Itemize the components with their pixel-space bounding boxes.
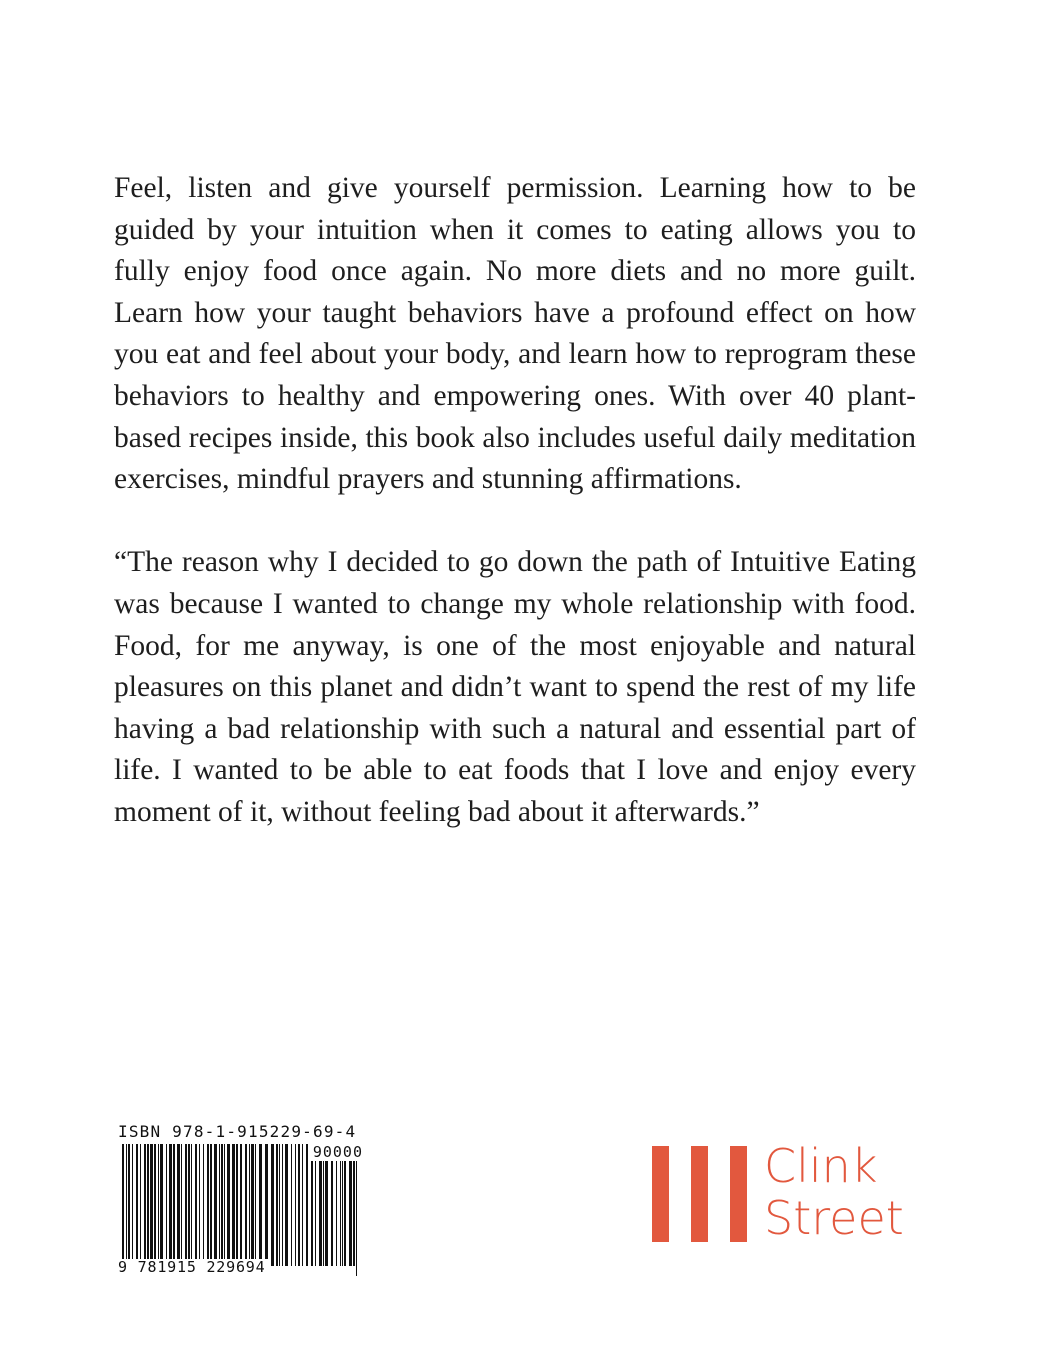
barcode-bar — [319, 1144, 322, 1266]
barcode-bar — [356, 1144, 357, 1276]
publisher-logo — [652, 1139, 912, 1246]
logo-bar — [730, 1146, 747, 1242]
barcode-bar — [349, 1144, 352, 1266]
publisher-name — [764, 1140, 904, 1244]
barcode-bar — [298, 1144, 300, 1266]
barcode-bar — [160, 1144, 163, 1266]
barcode-bar — [188, 1144, 190, 1266]
barcode-bar — [323, 1144, 324, 1266]
blurb-paragraph: Feel, listen and give yourself permission. Learning how to be guided by your intuition when it comes to eating allows you to fully enjoy food once again. No more diets and no more guilt. Learn how your taught behaviors have a profound effect on how you eat and feel about your body, and learn how to reprogram these behaviors to healthy and empowering ones. With over 40 plant-based recipes inside, this book also includes useful daily meditation exercises, mindful prayers and stunning affirmations. — [114, 172, 916, 496]
barcode-bar — [181, 1144, 182, 1266]
barcode-bar — [249, 1144, 250, 1266]
barcode-bar — [185, 1144, 187, 1266]
barcode-bar — [191, 1144, 192, 1266]
barcode-bar — [158, 1144, 159, 1266]
logo-bar — [652, 1146, 669, 1242]
barcode-bar — [150, 1144, 153, 1266]
cover-blurb — [114, 168, 916, 834]
barcode-bar — [166, 1144, 167, 1266]
barcode-bar — [255, 1144, 256, 1266]
barcode-bar — [147, 1144, 149, 1266]
barcode-bar — [265, 1144, 268, 1266]
barcode-bar — [210, 1144, 212, 1266]
barcode-bar — [342, 1144, 343, 1266]
author-quote: “The reason why I decided to go down the path of Intuitive Eating was because I wanted to change my whole relationship with food. Food, for me anyway, is one of the most enjoyable and natural pleasures on this planet and didn’t want to spend the rest of my life having a bad relationship with such a natural and essential part of life. I wanted to be able to eat foods that I love and enjoy every moment of it, without feeling bad about it afterwards.” — [114, 546, 916, 828]
barcode-bar — [203, 1144, 204, 1266]
barcode-bar — [122, 1144, 124, 1276]
publisher-name-line-1: Clink — [764, 1139, 878, 1193]
barcode-bar — [336, 1144, 337, 1266]
barcode-bar — [240, 1144, 242, 1276]
barcode-bar — [271, 1144, 274, 1266]
barcode-bar — [315, 1144, 316, 1266]
barcode-bars — [118, 1144, 363, 1276]
barcode-bar — [227, 1144, 230, 1266]
barcode-bar — [259, 1144, 262, 1266]
barcode-bar — [199, 1144, 200, 1266]
barcode-bar — [285, 1144, 288, 1266]
logo-bar — [691, 1146, 708, 1242]
barcode-bar — [302, 1144, 303, 1266]
barcode-bar — [295, 1144, 296, 1266]
barcode-bar — [132, 1144, 133, 1266]
barcode-bar — [325, 1144, 328, 1266]
barcode-bar — [221, 1144, 223, 1266]
barcode-bar — [236, 1144, 238, 1266]
barcode-bar — [154, 1144, 156, 1266]
barcode-bar — [224, 1144, 225, 1266]
barcode-bar — [136, 1144, 138, 1266]
barcode-bar — [207, 1144, 209, 1266]
barcode-bar — [331, 1144, 333, 1266]
barcode-bar — [177, 1144, 180, 1266]
barcode-bar — [311, 1144, 313, 1266]
barcode-price-code: 90000 — [312, 1143, 363, 1161]
barcode-bar — [140, 1144, 141, 1266]
barcode-bar — [276, 1144, 278, 1266]
publisher-name-line-2: Street — [764, 1191, 904, 1245]
barcode-bar — [344, 1144, 346, 1266]
barcode-bar — [144, 1144, 146, 1266]
barcode-bar — [291, 1144, 292, 1266]
barcode-bar — [173, 1144, 175, 1266]
isbn-barcode-block — [118, 1122, 363, 1276]
barcode-digits: 9 781915 229694 — [118, 1259, 268, 1276]
barcode-bar — [353, 1144, 355, 1266]
barcode-bar — [219, 1144, 220, 1266]
barcode-bar — [126, 1144, 127, 1266]
barcode-bar — [232, 1144, 235, 1266]
barcode-bar — [169, 1144, 172, 1266]
barcode-bar — [340, 1144, 341, 1266]
barcode-bar — [214, 1144, 217, 1266]
barcode-bar — [251, 1144, 254, 1266]
publisher-logo-mark — [652, 1146, 748, 1242]
barcode-bar — [195, 1144, 197, 1266]
barcode-bar — [128, 1144, 130, 1266]
isbn-label: ISBN 978-1-915229-69-4 — [118, 1122, 357, 1141]
barcode-bar — [282, 1144, 283, 1266]
barcode-bar — [306, 1144, 308, 1266]
barcode-bar — [245, 1144, 247, 1266]
barcode — [118, 1144, 363, 1276]
barcode-bar — [279, 1144, 280, 1266]
